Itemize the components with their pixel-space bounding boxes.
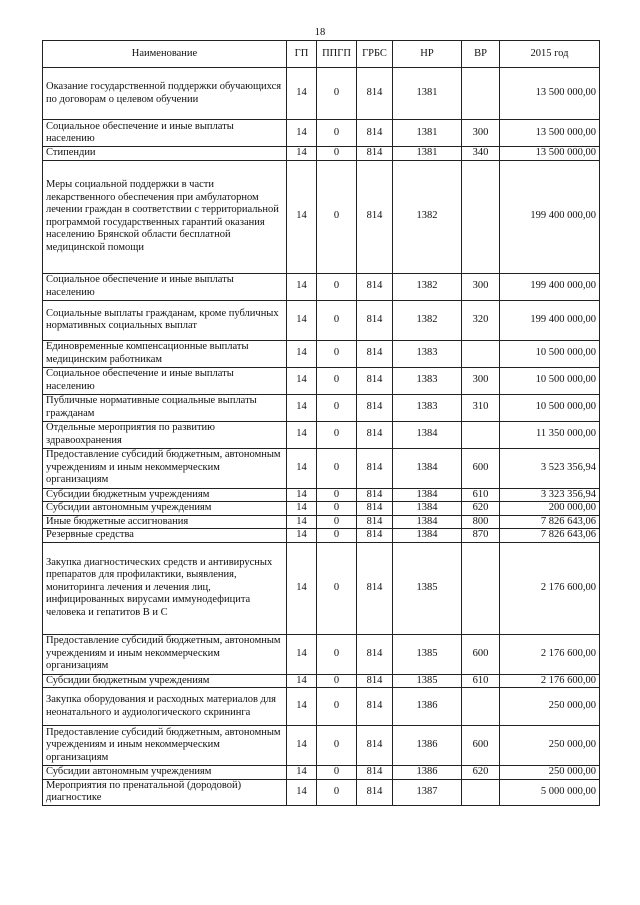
cell-gp: 14 (287, 273, 317, 300)
cell-vr: 620 (462, 766, 500, 780)
cell-amount: 7 826 643,06 (500, 515, 600, 529)
cell-ppgp: 0 (317, 120, 357, 147)
cell-gp: 14 (287, 68, 317, 120)
cell-vr: 610 (462, 488, 500, 502)
cell-amount: 7 826 643,06 (500, 529, 600, 543)
cell-gp: 14 (287, 120, 317, 147)
cell-nr: 1382 (393, 160, 462, 273)
table-header-row (43, 41, 600, 68)
cell-ppgp: 0 (317, 394, 357, 421)
cell-gp: 14 (287, 766, 317, 780)
table-row (43, 502, 600, 516)
cell-grbs: 814 (357, 367, 393, 394)
cell-name: Предоставление субсидий бюджетным, автономным учреждениям и иным некоммерческим организациям (43, 448, 287, 488)
cell-nr: 1384 (393, 529, 462, 543)
cell-gp: 14 (287, 634, 317, 674)
cell-grbs: 814 (357, 726, 393, 766)
cell-ppgp: 0 (317, 300, 357, 340)
cell-vr: 620 (462, 502, 500, 516)
col-header-nr: НР (393, 41, 462, 68)
cell-name: Иные бюджетные ассигнования (43, 515, 287, 529)
cell-name: Отдельные мероприятия по развитию здравоохранения (43, 421, 287, 448)
cell-nr: 1386 (393, 726, 462, 766)
cell-grbs: 814 (357, 779, 393, 805)
cell-amount: 11 350 000,00 (500, 421, 600, 448)
cell-amount: 250 000,00 (500, 688, 600, 726)
cell-vr: 300 (462, 273, 500, 300)
cell-ppgp: 0 (317, 779, 357, 805)
cell-nr: 1383 (393, 394, 462, 421)
cell-ppgp: 0 (317, 273, 357, 300)
cell-vr: 600 (462, 448, 500, 488)
cell-vr: 610 (462, 674, 500, 688)
cell-vr (462, 542, 500, 634)
cell-ppgp: 0 (317, 766, 357, 780)
cell-nr: 1383 (393, 367, 462, 394)
cell-nr: 1385 (393, 542, 462, 634)
cell-name: Публичные нормативные социальные выплаты гражданам (43, 394, 287, 421)
cell-ppgp: 0 (317, 448, 357, 488)
cell-nr: 1384 (393, 421, 462, 448)
cell-vr (462, 68, 500, 120)
cell-gp: 14 (287, 488, 317, 502)
cell-grbs: 814 (357, 160, 393, 273)
cell-gp: 14 (287, 160, 317, 273)
cell-gp: 14 (287, 779, 317, 805)
cell-vr: 800 (462, 515, 500, 529)
table-row (43, 120, 600, 147)
cell-ppgp: 0 (317, 68, 357, 120)
cell-vr: 600 (462, 726, 500, 766)
cell-ppgp: 0 (317, 421, 357, 448)
cell-ppgp: 0 (317, 502, 357, 516)
cell-nr: 1381 (393, 147, 462, 161)
cell-grbs: 814 (357, 340, 393, 367)
table-row (43, 367, 600, 394)
table-row (43, 779, 600, 805)
cell-grbs: 814 (357, 120, 393, 147)
cell-vr: 340 (462, 147, 500, 161)
cell-gp: 14 (287, 147, 317, 161)
cell-vr: 870 (462, 529, 500, 543)
cell-name: Оказание государственной поддержки обучающихся по договорам о целевом обучении (43, 68, 287, 120)
table-row (43, 448, 600, 488)
cell-amount: 199 400 000,00 (500, 300, 600, 340)
budget-table (42, 40, 600, 806)
cell-gp: 14 (287, 674, 317, 688)
table-row (43, 529, 600, 543)
cell-gp: 14 (287, 394, 317, 421)
cell-grbs: 814 (357, 529, 393, 543)
col-header-grbs: ГРБС (357, 41, 393, 68)
cell-name: Предоставление субсидий бюджетным, автономным учреждениям и иным некоммерческим организациям (43, 634, 287, 674)
cell-grbs: 814 (357, 147, 393, 161)
table-row (43, 726, 600, 766)
cell-gp: 14 (287, 300, 317, 340)
cell-nr: 1381 (393, 68, 462, 120)
cell-ppgp: 0 (317, 367, 357, 394)
cell-vr (462, 688, 500, 726)
cell-amount: 13 500 000,00 (500, 68, 600, 120)
cell-name: Закупка оборудования и расходных материалов для неонатального и аудиологического скрининга (43, 688, 287, 726)
cell-nr: 1386 (393, 688, 462, 726)
cell-name: Социальное обеспечение и иные выплаты населению (43, 120, 287, 147)
cell-nr: 1385 (393, 674, 462, 688)
cell-amount: 13 500 000,00 (500, 120, 600, 147)
cell-vr (462, 340, 500, 367)
table-row (43, 394, 600, 421)
cell-amount: 2 176 600,00 (500, 634, 600, 674)
cell-gp: 14 (287, 367, 317, 394)
table-row (43, 340, 600, 367)
table-row (43, 421, 600, 448)
cell-amount: 2 176 600,00 (500, 674, 600, 688)
cell-name: Субсидии бюджетным учреждениям (43, 488, 287, 502)
col-header-gp: ГП (287, 41, 317, 68)
col-header-ppgp: ППГП (317, 41, 357, 68)
cell-gp: 14 (287, 542, 317, 634)
cell-name: Стипендии (43, 147, 287, 161)
table-row (43, 273, 600, 300)
cell-gp: 14 (287, 448, 317, 488)
cell-name: Единовременные компенсационные выплаты медицинским работникам (43, 340, 287, 367)
cell-vr: 310 (462, 394, 500, 421)
cell-amount: 5 000 000,00 (500, 779, 600, 805)
cell-gp: 14 (287, 502, 317, 516)
cell-ppgp: 0 (317, 529, 357, 543)
col-header-name: Наименование (43, 41, 287, 68)
table-row (43, 488, 600, 502)
table-row (43, 688, 600, 726)
cell-ppgp: 0 (317, 147, 357, 161)
table-row (43, 68, 600, 120)
cell-vr (462, 779, 500, 805)
cell-ppgp: 0 (317, 488, 357, 502)
col-header-year: 2015 год (500, 41, 600, 68)
table-row (43, 160, 600, 273)
cell-grbs: 814 (357, 674, 393, 688)
cell-nr: 1384 (393, 515, 462, 529)
cell-nr: 1384 (393, 488, 462, 502)
table-row (43, 542, 600, 634)
cell-name: Субсидии автономным учреждениям (43, 502, 287, 516)
cell-ppgp: 0 (317, 340, 357, 367)
cell-amount: 10 500 000,00 (500, 340, 600, 367)
cell-name: Меры социальной поддержки в части лекарственного обеспечения при амбулаторном лечении граждан в соответствии с территориальной программой государственных гарантий оказания населению Брянской области бесплатной медицинской помощи (43, 160, 287, 273)
cell-amount: 13 500 000,00 (500, 147, 600, 161)
cell-ppgp: 0 (317, 160, 357, 273)
cell-ppgp: 0 (317, 634, 357, 674)
cell-nr: 1385 (393, 634, 462, 674)
cell-nr: 1386 (393, 766, 462, 780)
table-row (43, 766, 600, 780)
cell-grbs: 814 (357, 488, 393, 502)
cell-nr: 1384 (393, 448, 462, 488)
table-row (43, 634, 600, 674)
cell-name: Социальные выплаты гражданам, кроме публичных нормативных социальных выплат (43, 300, 287, 340)
cell-vr: 320 (462, 300, 500, 340)
cell-grbs: 814 (357, 68, 393, 120)
table-row (43, 300, 600, 340)
cell-nr: 1383 (393, 340, 462, 367)
cell-amount: 199 400 000,00 (500, 273, 600, 300)
cell-name: Субсидии автономным учреждениям (43, 766, 287, 780)
cell-ppgp: 0 (317, 515, 357, 529)
cell-amount: 2 176 600,00 (500, 542, 600, 634)
cell-nr: 1382 (393, 273, 462, 300)
cell-vr: 600 (462, 634, 500, 674)
cell-name: Социальное обеспечение и иные выплаты населению (43, 273, 287, 300)
cell-grbs: 814 (357, 688, 393, 726)
cell-gp: 14 (287, 421, 317, 448)
cell-gp: 14 (287, 688, 317, 726)
cell-grbs: 814 (357, 273, 393, 300)
cell-ppgp: 0 (317, 674, 357, 688)
cell-grbs: 814 (357, 502, 393, 516)
cell-ppgp: 0 (317, 688, 357, 726)
cell-name: Социальное обеспечение и иные выплаты населению (43, 367, 287, 394)
cell-ppgp: 0 (317, 726, 357, 766)
cell-gp: 14 (287, 340, 317, 367)
cell-gp: 14 (287, 529, 317, 543)
cell-gp: 14 (287, 515, 317, 529)
cell-grbs: 814 (357, 766, 393, 780)
cell-nr: 1382 (393, 300, 462, 340)
cell-grbs: 814 (357, 542, 393, 634)
cell-amount: 10 500 000,00 (500, 367, 600, 394)
cell-grbs: 814 (357, 394, 393, 421)
cell-nr: 1384 (393, 502, 462, 516)
cell-gp: 14 (287, 726, 317, 766)
page-number: 18 (314, 27, 326, 38)
cell-name: Предоставление субсидий бюджетным, автономным учреждениям и иным некоммерческим организациям (43, 726, 287, 766)
cell-amount: 3 323 356,94 (500, 488, 600, 502)
cell-amount: 250 000,00 (500, 766, 600, 780)
cell-name: Закупка диагностических средств и антивирусных препаратов для профилактики, выявления, мониторинга лечения и лечения лиц, инфицированных вирусами иммунодефицита человека и гепатитов В и С (43, 542, 287, 634)
col-header-vr: ВР (462, 41, 500, 68)
cell-nr: 1387 (393, 779, 462, 805)
cell-amount: 200 000,00 (500, 502, 600, 516)
cell-vr: 300 (462, 120, 500, 147)
cell-grbs: 814 (357, 515, 393, 529)
cell-amount: 10 500 000,00 (500, 394, 600, 421)
cell-ppgp: 0 (317, 542, 357, 634)
cell-grbs: 814 (357, 448, 393, 488)
cell-vr: 300 (462, 367, 500, 394)
cell-name: Резервные средства (43, 529, 287, 543)
table-row (43, 515, 600, 529)
table-row (43, 147, 600, 161)
cell-vr (462, 421, 500, 448)
cell-amount: 250 000,00 (500, 726, 600, 766)
cell-nr: 1381 (393, 120, 462, 147)
cell-name: Мероприятия по пренатальной (дородовой) диагностике (43, 779, 287, 805)
table-row (43, 674, 600, 688)
cell-amount: 199 400 000,00 (500, 160, 600, 273)
cell-amount: 3 523 356,94 (500, 448, 600, 488)
cell-grbs: 814 (357, 634, 393, 674)
cell-vr (462, 160, 500, 273)
cell-name: Субсидии бюджетным учреждениям (43, 674, 287, 688)
cell-grbs: 814 (357, 300, 393, 340)
cell-grbs: 814 (357, 421, 393, 448)
